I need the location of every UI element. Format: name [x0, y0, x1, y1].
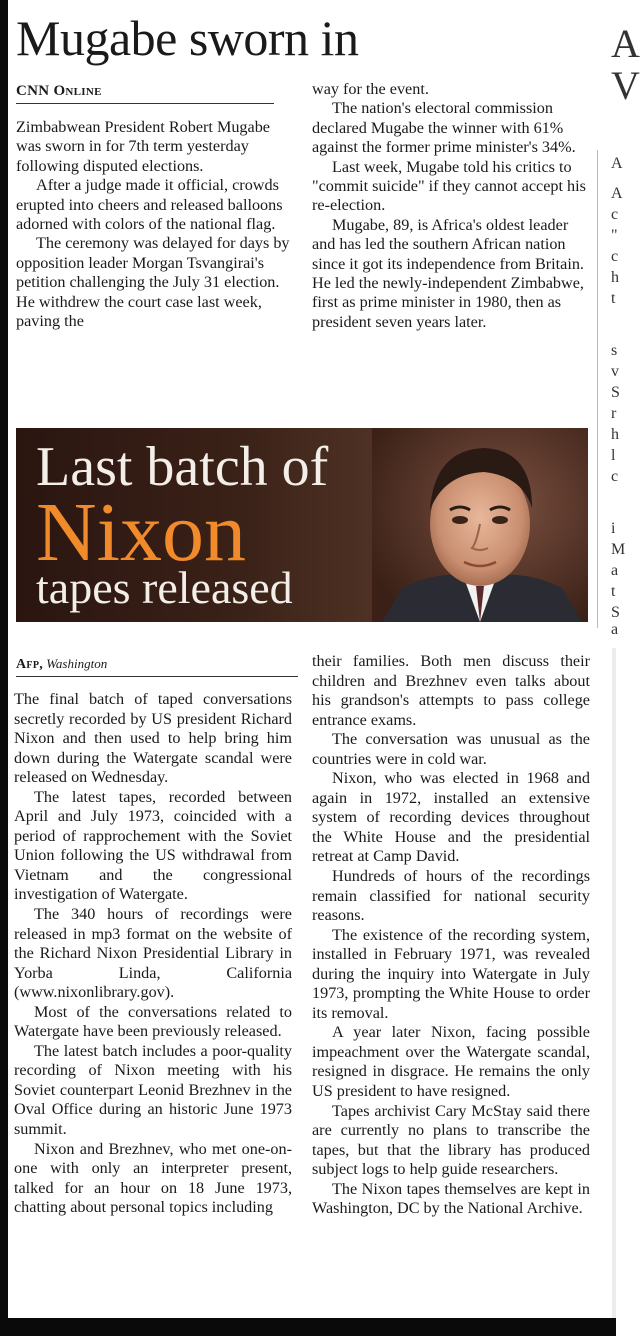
byline-place: Washington [46, 656, 108, 671]
paragraph: Zimbabwean President Robert Mugabe was sworn in for 7th term yesterday following disputed elections. [16, 118, 270, 175]
paragraph: The nation's electoral commission declared Mugabe the winner with 61% against the former prime minister's 34%. [312, 99, 576, 157]
paragraph: Nixon and Brezhnev, who met one-on-one with only an interpreter present, talked for an hour on 18 June 1973, chatting about personal topics including [14, 1139, 292, 1217]
byline-afp-washington [16, 656, 298, 677]
paragraph: Hundreds of hours of the recordings remain classified for national security reasons. [312, 867, 590, 925]
byline-cnn-online: CNN Online [16, 82, 274, 104]
adjacent-text-fragment: c [611, 248, 619, 265]
banner-line-3: tapes released [36, 562, 293, 613]
headline-mugabe: Mugabe sworn in [16, 10, 359, 66]
adjacent-text-fragment: A [611, 155, 623, 172]
paragraph: The existence of the recording system, installed in February 1971, was revealed during the inquiry into Watergate in July 1973, prompting the White House to order its removal. [312, 925, 590, 1022]
paragraph: The Nixon tapes themselves are kept in Washington, DC by the National Archive. [312, 1179, 590, 1218]
adjacent-text-fragment: a [611, 562, 619, 579]
adjacent-text-fragment: s [611, 342, 618, 359]
banner-line-2-nixon: Nixon [36, 486, 246, 579]
adjacent-text-fragment: h [611, 269, 619, 286]
page-bottom-border [0, 1318, 616, 1336]
adjacent-text-fragment: t [611, 583, 616, 600]
adjacent-text-fragment: c [611, 468, 619, 485]
paragraph: The conversation was unusual as the countries were in cold war. [312, 730, 590, 768]
adjacent-story-cropped [605, 0, 640, 640]
adjacent-text-fragment: r [611, 405, 617, 422]
paragraph: way for the event. [312, 80, 429, 98]
story2-column-2 [312, 652, 590, 1219]
adjacent-text-fragment: a [611, 621, 619, 638]
paragraph: The ceremony was delayed for days by opposition leader Morgan Tsvangirai's petition challenging the July 31 election. He withdrew the court case last week, paving the [16, 234, 290, 331]
adjacent-headline-fragment: V [611, 63, 640, 108]
adjacent-text-fragment: S [611, 604, 620, 621]
adjacent-sidebar-box [612, 648, 616, 1318]
adjacent-text-fragment: A [611, 185, 623, 202]
column-divider [597, 150, 598, 628]
paragraph: Mugabe, 89, is Africa's oldest leader and has led the southern African nation since it got its independence from Britain. He led the newly-independent Zimbabwe, first as prime minister in 1980, then as president seven years later. [312, 215, 584, 331]
adjacent-text-fragment: S [611, 384, 620, 401]
page-left-border [0, 0, 8, 1336]
story2-column-1 [14, 690, 292, 1218]
adjacent-text-fragment: v [611, 363, 619, 380]
nixon-banner [16, 428, 588, 622]
paragraph: After a judge made it official, crowds erupted into cheers and released balloons adorned with colors of the national flag. [16, 176, 283, 234]
adjacent-text-fragment: t [611, 290, 616, 307]
paragraph: Most of the conversations related to Watergate have been previously released. [14, 1002, 292, 1041]
story1-column-2 [312, 80, 589, 332]
adjacent-text-fragment: i [611, 520, 616, 537]
paragraph: Nixon, who was elected in 1968 and again in 1972, installed an extensive system of recording devices throughout the White House and the presidential retreat at Camp David. [312, 769, 590, 866]
adjacent-text-fragment: " [611, 227, 618, 244]
paragraph: The final batch of taped conversations secretly recorded by US president Richard Nixon and then used to help bring him down during the Watergate scandal were released on Wednesday. [14, 690, 292, 787]
adjacent-headline-fragment: A [611, 21, 640, 66]
paragraph: The latest tapes, recorded between April and July 1973, coincided with a period of rapprochement with the Soviet Union following the US withdrawal from Vietnam and the congressional investigation of Watergate. [14, 787, 292, 904]
paragraph: The latest batch includes a poor-quality recording of Nixon meeting with his Soviet counterpart Leonid Brezhnev in the Oval Office during an historic June 1973 summit. [14, 1041, 292, 1139]
story1-column-1 [16, 118, 294, 331]
adjacent-text-fragment: c [611, 206, 619, 223]
paragraph: The 340 hours of recordings were released in mp3 format on the website of the Richard Nixon Presidential Library in Yorba Linda, California (www.nixonlibrary.gov). [14, 905, 292, 1002]
adjacent-text-fragment: h [611, 426, 619, 443]
adjacent-text-fragment: M [611, 541, 626, 558]
paragraph: Last week, Mugabe told his critics to "commit suicide" if they cannot accept his re-election. [312, 157, 586, 215]
banner-line-1: Last batch of [36, 436, 329, 498]
nixon-portrait-image [372, 428, 588, 622]
paragraph: A year later Nixon, facing possible impeachment over the Watergate scandal, resigned in disgrace. He remains the only US president to have resigned. [312, 1023, 590, 1101]
paragraph: their families. Both men discuss their children and Brezhnev even talks about his grandson's attempts to pass college entrance exams. [312, 652, 590, 729]
adjacent-text-fragment: l [611, 447, 616, 464]
byline-agency: Afp, [16, 657, 44, 672]
paragraph: Tapes archivist Cary McStay said there are currently no plans to transcribe the tapes, but that the library has produced subject logs to help guide researchers. [312, 1101, 590, 1179]
